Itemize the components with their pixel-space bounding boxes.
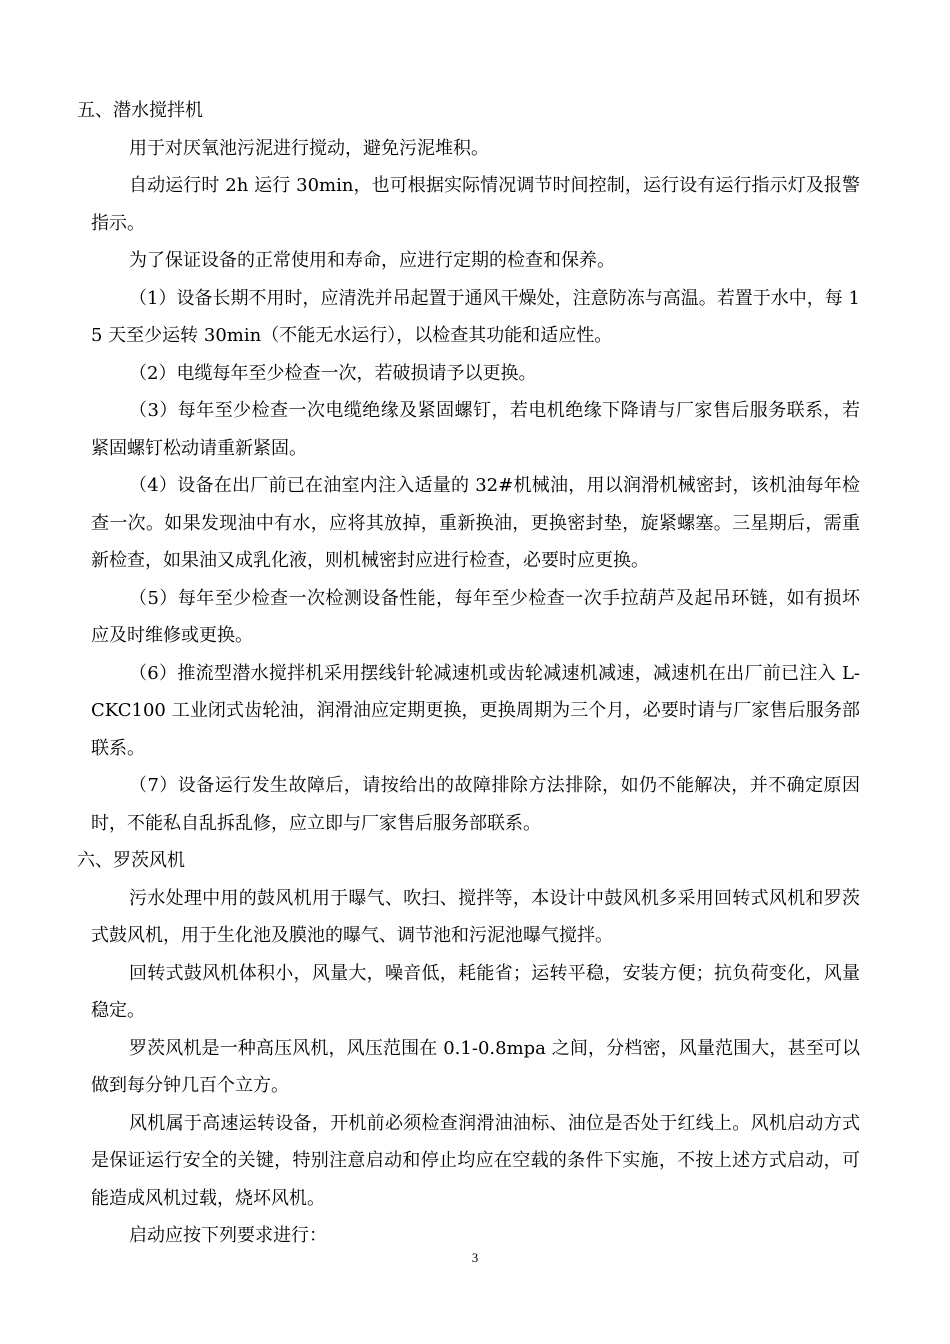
paragraph: 自动运行时 2h 运行 30min，也可根据实际情况调节时间控制，运行设有运行指示灯及报警指示。 [91,175,860,234]
paragraph: （7）设备运行发生故障后，请按给出的故障排除方法排除，如仍不能解决，并不确定原因时，不能私自乱拆乱修，应立即与厂家售后服务部联系。 [91,775,860,834]
paragraph: （5）每年至少检查一次检测设备性能，每年至少检查一次手拉葫芦及起吊环链，如有损坏应及时维修或更换。 [91,587,860,646]
page-number: 3 [471,1250,479,1265]
paragraph: 用于对厌氧池污泥进行搅动，避免污泥堆积。 [129,137,489,159]
paragraph: （1）设备长期不用时，应清洗并吊起置于通风干燥处，注意防冻与高温。若置于水中，每 15 天至少运转 30min（不能无水运行），以检查其功能和适应性。 [91,287,860,346]
paragraph: 启动应按下列要求进行： [129,1225,327,1246]
section-heading: 六、罗茨风机 [77,850,185,871]
paragraph: 罗茨风机是一种高压风机，风压范围在 0.1-0.8mpa 之间，分档密，风量范围大，甚至可以做到每分钟几百个立方。 [91,1037,860,1096]
section-heading: 五、潜水搅拌机 [77,100,203,121]
paragraph: 回转式鼓风机体积小，风量大，噪音低，耗能省；运转平稳，安装方便；抗负荷变化，风量稳定。 [91,962,860,1021]
paragraph: （6）推流型潜水搅拌机采用摆线针轮减速机或齿轮减速机减速，减速机在出厂前已注入 L-CKC100 工业闭式齿轮油，润滑油应定期更换，更换周期为三个月，必要时请与厂家售后服务部联系。 [91,662,860,759]
paragraph: （2）电缆每年至少检查一次，若破损请予以更换。 [129,362,537,384]
section-submersible-mixer [77,92,860,842]
paragraph: 为了保证设备的正常使用和寿命，应进行定期的检查和保养。 [129,250,615,271]
paragraph: （3）每年至少检查一次电缆绝缘及紧固螺钉，若电机绝缘下降请与厂家售后服务联系，若紧固螺钉松动请重新紧固。 [91,400,860,459]
paragraph: （4）设备在出厂前已在油室内注入适量的 32#机械油，用以润滑机械密封，该机油每年检查一次。如果发现油中有水，应将其放掉，重新换油，更换密封垫，旋紧螺塞。三星期后，需重新检查，如果油又成乳化液，则机械密封应进行检查，必要时应更换。 [91,475,860,571]
section-roots-blower [77,842,860,1255]
document-page [77,92,860,1255]
paragraph: 风机属于高速运转设备，开机前必须检查润滑油油标、油位是否处于红线上。风机启动方式是保证运行安全的关键，特别注意启动和停止均应在空载的条件下实施，不按上述方式启动，可能造成风机过载，烧坏风机。 [91,1112,860,1209]
paragraph: 污水处理中用的鼓风机用于曝气、吹扫、搅拌等，本设计中鼓风机多采用回转式风机和罗茨式鼓风机，用于生化池及膜池的曝气、调节池和污泥池曝气搅拌。 [91,887,860,946]
